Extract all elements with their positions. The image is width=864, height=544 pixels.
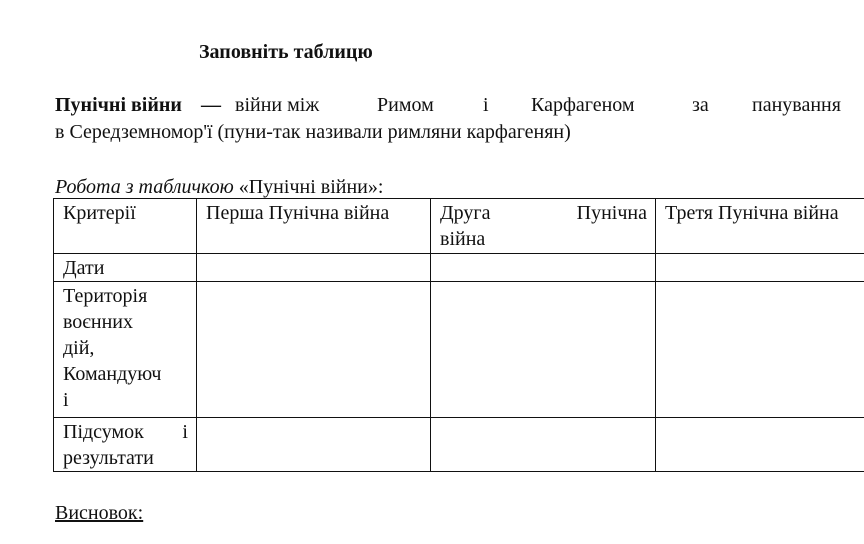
table-caption-italic: Робота з табличкою xyxy=(55,176,234,198)
row-label-territory-line: воєнних xyxy=(63,311,133,333)
row-label-summary xyxy=(54,418,197,472)
row-label-territory xyxy=(54,282,197,418)
row-label-territory-line: Територія xyxy=(63,285,148,307)
cell-dates-third[interactable] xyxy=(656,254,864,282)
header-second-war xyxy=(431,199,656,254)
header-third-war: Третя Пунічна війна xyxy=(656,199,864,254)
table-row-summary xyxy=(54,418,864,472)
intro-word-5: за xyxy=(692,94,709,116)
header-second-war-line1: Друга Пунічна xyxy=(440,202,647,224)
conclusion-label: Висновок: xyxy=(55,502,144,524)
row-label-summary-line2: результати xyxy=(63,447,154,469)
intro-word-1: війни між xyxy=(235,94,320,116)
row-label-summary-line1: Підсумок і xyxy=(63,421,188,443)
row-label-dates: Дати xyxy=(54,254,197,282)
row-label-territory-line: Командуюч xyxy=(63,363,162,385)
table-caption xyxy=(55,174,383,200)
table-header-row xyxy=(54,199,864,254)
header-criteria: Критерії xyxy=(54,199,197,254)
intro-word-2: Римом xyxy=(377,94,434,116)
cell-summary-second[interactable] xyxy=(431,418,656,472)
header-first-war: Перша Пунічна війна xyxy=(197,199,431,254)
page-title: Заповніть таблицю xyxy=(199,41,373,63)
cell-dates-first[interactable] xyxy=(197,254,431,282)
table-row-dates xyxy=(54,254,864,282)
cell-summary-first[interactable] xyxy=(197,418,431,472)
header-second-war-line2: війна xyxy=(440,228,486,250)
cell-territory-second[interactable] xyxy=(431,282,656,418)
cell-summary-third[interactable] xyxy=(656,418,864,472)
cell-territory-third[interactable] xyxy=(656,282,864,418)
table-row-territory xyxy=(54,282,864,418)
intro-word-3: і xyxy=(483,94,489,116)
intro-term: Пунічні війни xyxy=(55,94,182,116)
intro-word-6: панування xyxy=(752,94,841,116)
intro-dash: — xyxy=(201,94,221,116)
cell-dates-second[interactable] xyxy=(431,254,656,282)
row-label-territory-line: і xyxy=(63,389,69,411)
intro-line-2: в Середземномор'ї (пуни-так називали римляни карфагенян) xyxy=(55,121,571,143)
table-caption-rest: «Пунічні війни»: xyxy=(238,176,384,198)
wars-table xyxy=(53,198,864,472)
intro-word-4: Карфагеном xyxy=(531,94,635,116)
cell-territory-first[interactable] xyxy=(197,282,431,418)
row-label-territory-line: дій, xyxy=(63,337,95,359)
